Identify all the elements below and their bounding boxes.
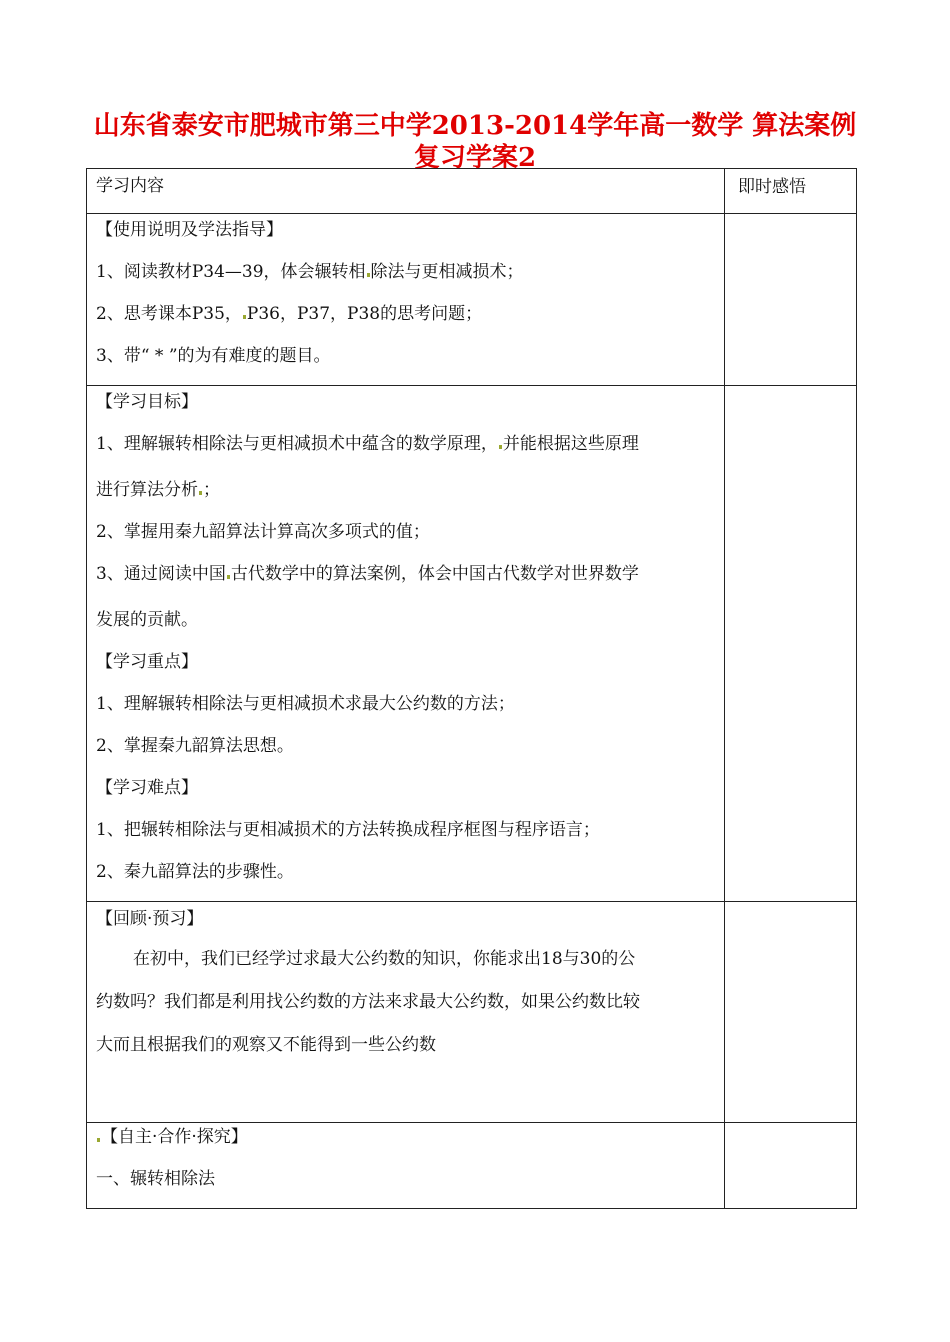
document-title-line1: 山东省泰安市肥城市第三中学2013-2014学年高一数学 算法案例 [93,111,857,141]
goal-2: 2、掌握用秦九韶算法计算高次多项式的值； [96,522,430,542]
review-row [87,902,857,1123]
usage-item-1: 1、阅读教材P34—39，体会辗转相 除法与更相减损术； [96,262,524,282]
review-paragraph-line-2: 约数吗？我们都是利用找公约数的方法来求最大公约数，如果公约数比较 [96,992,640,1012]
ink-mark [367,273,370,277]
ink-mark [199,491,202,495]
usage-item-3: 3、带“ * ”的为有难度的题目。 [96,346,331,366]
review-paragraph-line-3: 大而且根据我们的观察又不能得到一些公约数 [96,1035,436,1055]
ink-mark [499,445,502,449]
ink-mark [243,315,246,319]
table-header-row [87,169,857,214]
study-table [86,168,857,1209]
review-paragraph-line-1: 在初中，我们已经学过求最大公约数的知识，你能求出18与30的公 [133,949,636,969]
goals-row [87,386,857,902]
ink-mark [97,1138,100,1142]
ink-mark [227,575,230,579]
usage-item-2: 2、思考课本P35， P36，P37，P38的思考问题； [96,304,483,324]
key-point-2: 2、掌握秦九韶算法思想。 [96,736,294,756]
goals-heading: 【学习目标】 [96,392,198,412]
usage-heading: 【使用说明及学法指导】 [96,220,283,240]
document-title-line2: 复习学案2 [413,143,537,173]
goal-1-line-2: 进行算法分析 ； [96,480,220,500]
explore-row [87,1123,857,1209]
key-points-heading: 【学习重点】 [96,652,198,672]
goal-3-line-1: 3、通过阅读中国 古代数学中的算法案例，体会中国古代数学对世界数学 [96,564,639,584]
usage-row [87,214,857,386]
key-point-1: 1、理解辗转相除法与更相减损术求最大公约数的方法； [96,694,515,714]
explore-subheading: 一、辗转相除法 [96,1169,215,1189]
review-heading: 【回顾·预习】 [96,909,204,929]
header-reflection: 即时感悟 [738,177,806,197]
difficulties-heading: 【学习难点】 [96,778,198,798]
goal-1-line-1: 1、理解辗转相除法与更相减损术中蕴含的数学原理， 并能根据这些原理 [96,434,639,454]
difficulty-2: 2、秦九韶算法的步骤性。 [96,862,294,882]
header-study-content: 学习内容 [96,176,164,196]
explore-heading: 【自主·合作·探究】 [96,1126,248,1148]
goal-3-line-2: 发展的贡献。 [96,610,198,630]
difficulty-1: 1、把辗转相除法与更相减损术的方法转换成程序框图与程序语言； [96,820,600,840]
